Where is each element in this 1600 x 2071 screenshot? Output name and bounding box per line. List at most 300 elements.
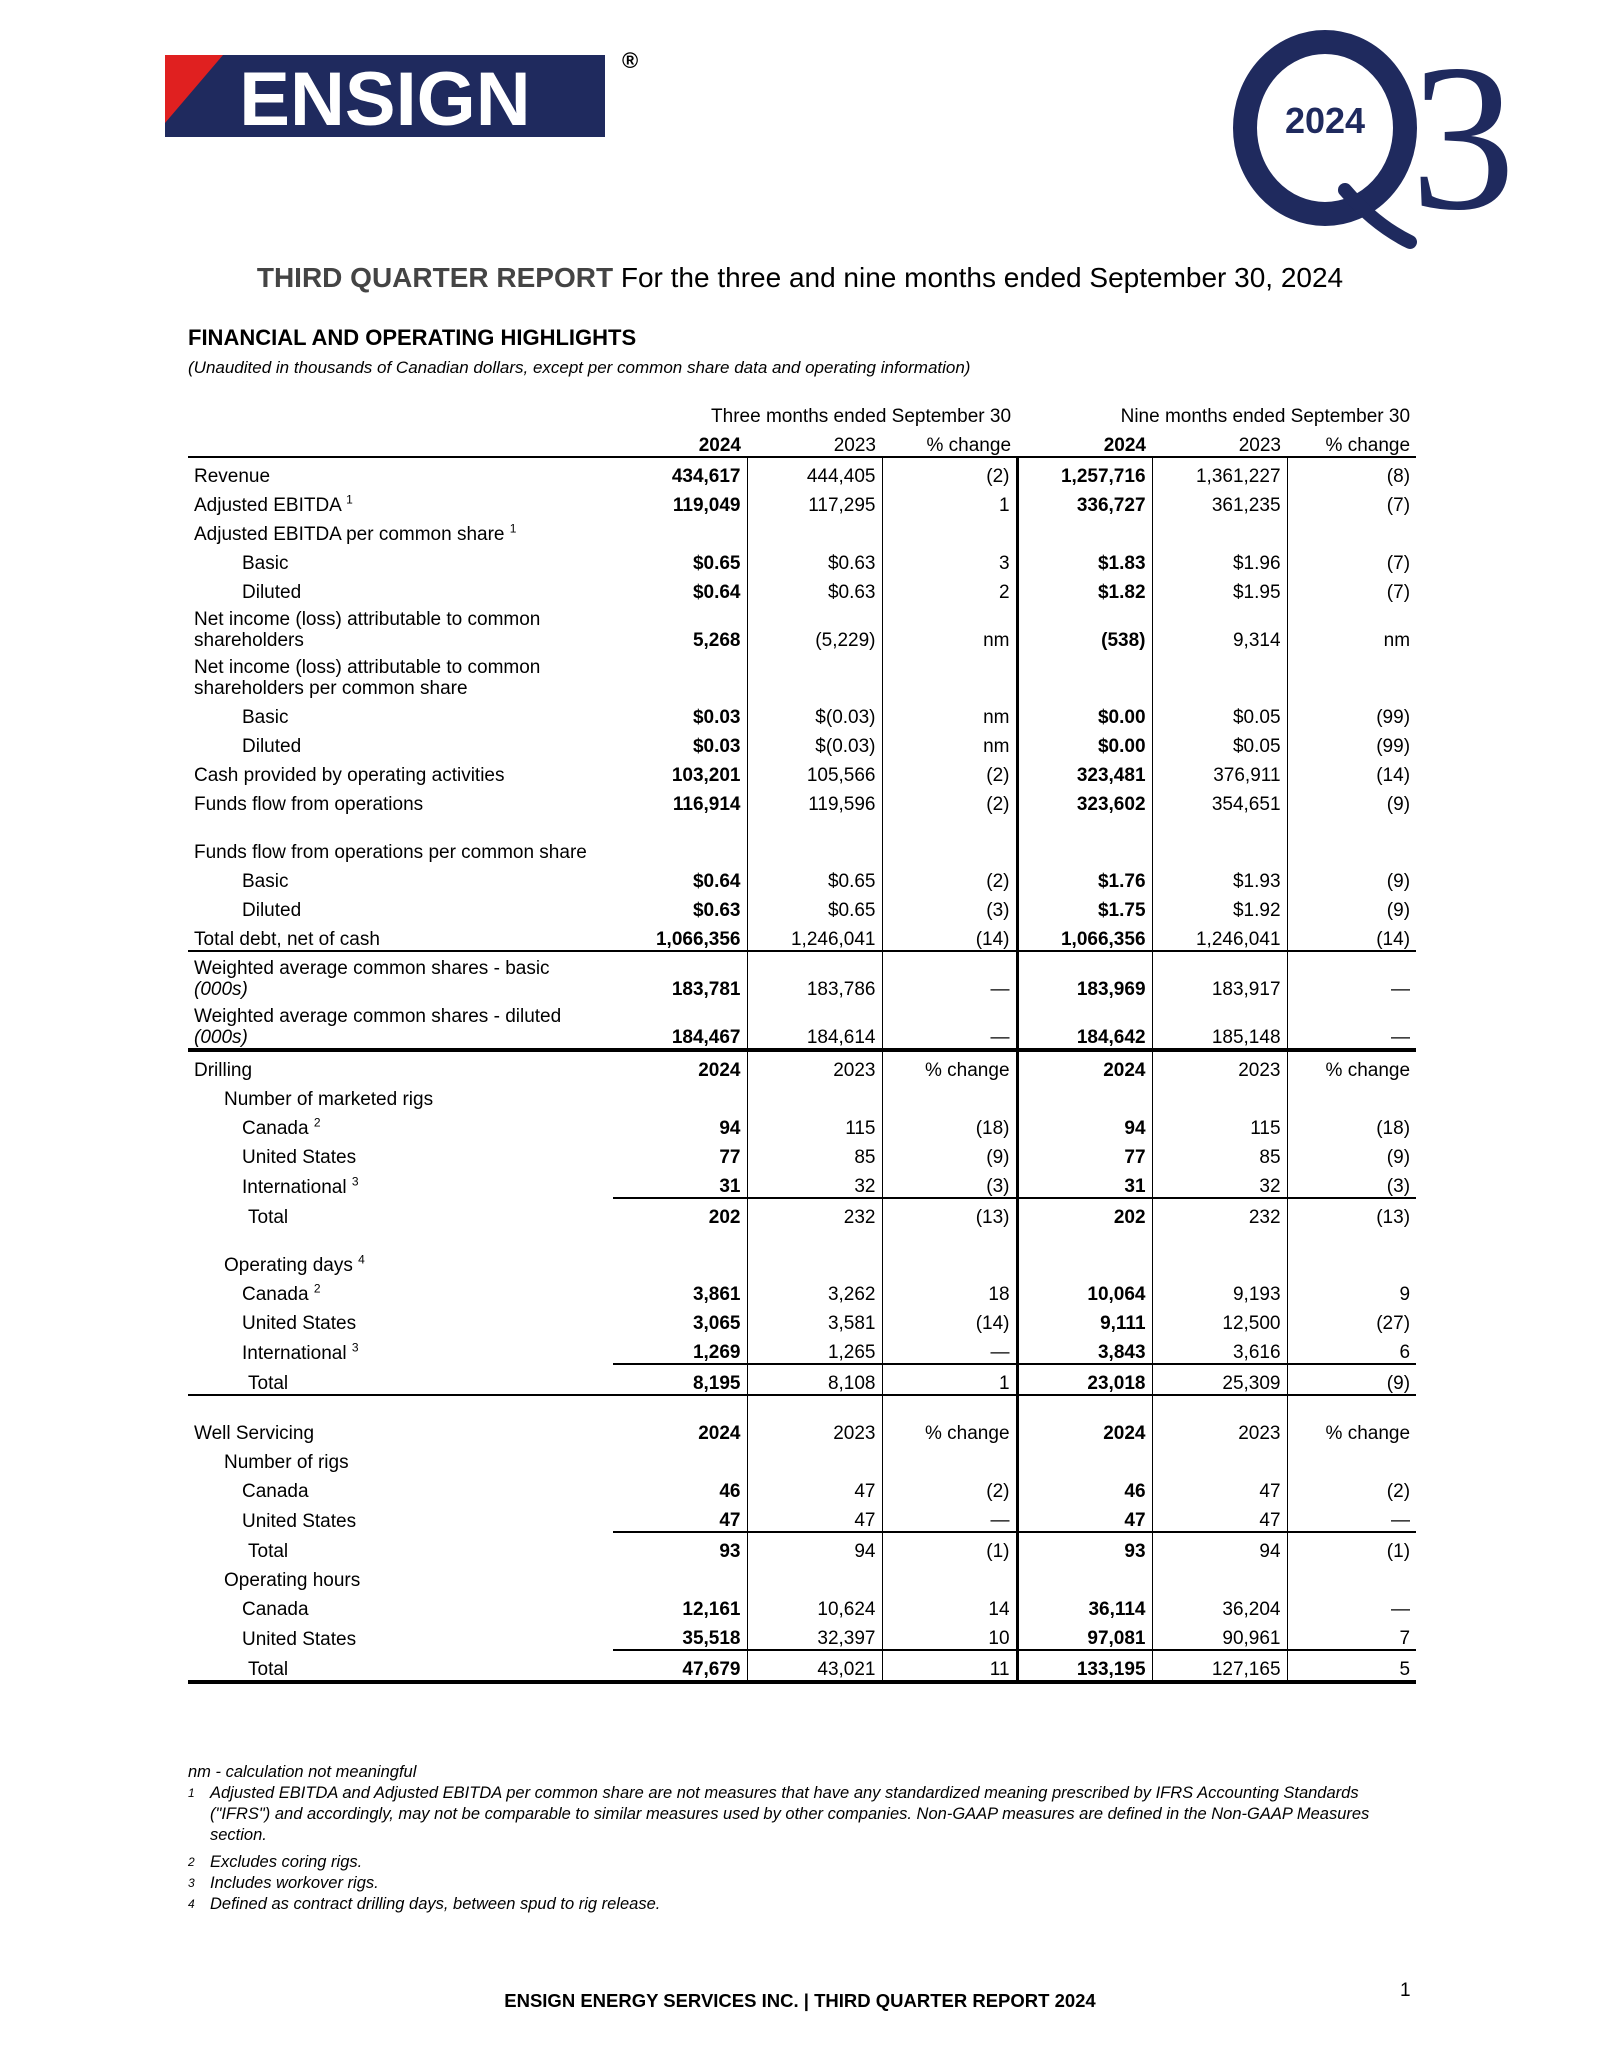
table-cell: $0.65 bbox=[747, 892, 882, 921]
table-cell: $1.92 bbox=[1152, 892, 1287, 921]
table-cell: 12,500 bbox=[1152, 1305, 1287, 1334]
table-row bbox=[188, 1050, 1416, 1081]
table-row bbox=[188, 1444, 1416, 1473]
table-cell: 354,651 bbox=[1152, 786, 1287, 815]
row-label: Revenue bbox=[188, 457, 613, 487]
table-cell: — bbox=[882, 1334, 1017, 1364]
group-header-three-months: Three months ended September 30 bbox=[711, 406, 1012, 427]
row-label: Total bbox=[248, 1207, 289, 1228]
footnote-4: 4 Defined as contract drilling days, between spud to rig release. bbox=[188, 1895, 661, 1913]
table-cell: 47 bbox=[1152, 1502, 1287, 1532]
table-row bbox=[188, 1650, 1416, 1682]
table-cell: 47 bbox=[747, 1473, 882, 1502]
table-row bbox=[188, 1591, 1416, 1620]
table-cell: 8,195 bbox=[613, 1364, 747, 1395]
table-cell: 3,616 bbox=[1152, 1334, 1287, 1364]
table-cell: 133,195 bbox=[1017, 1650, 1152, 1682]
table-cell bbox=[747, 1562, 882, 1591]
row-label: Total debt, net of cash bbox=[194, 929, 380, 950]
table-cell bbox=[1287, 1444, 1416, 1473]
section-title: FINANCIAL AND OPERATING HIGHLIGHTS bbox=[188, 325, 637, 350]
table-cell bbox=[1152, 1444, 1287, 1473]
row-label: United States bbox=[242, 1629, 357, 1650]
table-cell: 184,467 bbox=[613, 1000, 747, 1050]
row-label: United States bbox=[242, 1313, 357, 1334]
table-row bbox=[188, 574, 1416, 603]
table-row bbox=[188, 1000, 1416, 1050]
table-cell bbox=[882, 651, 1017, 699]
section-subtitle: (Unaudited in thousands of Canadian dollars, except per common share data and operating information) bbox=[188, 358, 971, 377]
table-cell: % change bbox=[1325, 435, 1411, 456]
table-cell: $0.63 bbox=[747, 574, 882, 603]
table-cell: 36,114 bbox=[1017, 1591, 1152, 1620]
row-label: Diluted bbox=[242, 900, 302, 921]
table-cell: 116,914 bbox=[613, 786, 747, 815]
table-cell bbox=[882, 1228, 1017, 1276]
table-cell: 1,246,041 bbox=[747, 921, 882, 951]
table-cell: (27) bbox=[1376, 1313, 1411, 1334]
table-cell: 1,066,356 bbox=[613, 921, 747, 951]
table-cell bbox=[1152, 1081, 1287, 1110]
table-cell: 1,066,356 bbox=[1017, 921, 1152, 951]
table-cell: (9) bbox=[1386, 1147, 1411, 1168]
table-cell: 31 bbox=[1017, 1168, 1152, 1198]
table-cell: $0.00 bbox=[1017, 699, 1152, 728]
table-cell bbox=[882, 1562, 1017, 1591]
table-row bbox=[188, 699, 1416, 728]
table-cell: — bbox=[882, 1502, 1017, 1532]
table-row bbox=[188, 398, 1416, 427]
table-row bbox=[188, 1334, 1416, 1364]
table-cell: 434,617 bbox=[613, 457, 747, 487]
table-cell: 336,727 bbox=[1017, 487, 1152, 516]
row-label: Adjusted EBITDA $^1$ bbox=[194, 492, 353, 516]
table-row bbox=[188, 951, 1416, 1000]
table-cell: $0.05 bbox=[1152, 728, 1287, 757]
table-row bbox=[188, 1473, 1416, 1502]
table-cell: 2024 bbox=[698, 435, 741, 456]
table-cell: (2) bbox=[882, 457, 1017, 487]
table-cell bbox=[1017, 1228, 1152, 1276]
table-cell: 25,309 bbox=[1152, 1364, 1287, 1395]
table-cell: 85 bbox=[1152, 1139, 1287, 1168]
table-cell: 376,911 bbox=[1152, 757, 1287, 786]
table-row bbox=[188, 728, 1416, 757]
table-cell: nm bbox=[882, 699, 1017, 728]
table-row bbox=[188, 1110, 1416, 1139]
table-cell: $0.63 bbox=[613, 892, 747, 921]
table-cell: 77 bbox=[1017, 1139, 1152, 1168]
table-cell bbox=[613, 516, 747, 545]
row-label: Diluted bbox=[242, 582, 302, 603]
table-cell: — bbox=[882, 1000, 1017, 1050]
table-row bbox=[188, 921, 1416, 951]
table-row bbox=[188, 1228, 1416, 1276]
table-cell: 1,257,716 bbox=[1017, 457, 1152, 487]
row-label: Number of rigs bbox=[224, 1452, 349, 1473]
table-cell: $0.03 bbox=[613, 699, 747, 728]
table-cell: (2) bbox=[882, 786, 1017, 815]
table-cell: 184,614 bbox=[747, 1000, 882, 1050]
row-label: Canada bbox=[242, 1481, 309, 1502]
table-cell: 3,843 bbox=[1017, 1334, 1152, 1364]
table-cell: 8,108 bbox=[747, 1364, 882, 1395]
table-cell: $1.82 bbox=[1017, 574, 1152, 603]
table-cell: 1,246,041 bbox=[1152, 921, 1287, 951]
footnote-nm: nm - calculation not meaningful bbox=[188, 1763, 417, 1781]
footnote-1: 1 Adjusted EBITDA and Adjusted EBITDA per common share are not measures that have any standardized meaning prescribed by IFRS Accounting Standards ("IFRS") and accordingly, may not be comparable to similar measures used by other companies. Non-GAAP measures are defined in the Non-GAAP Measures section. bbox=[188, 1784, 1370, 1844]
table-cell: (2) bbox=[1386, 1481, 1411, 1502]
table-cell: (14) bbox=[882, 1305, 1017, 1334]
table-cell: 117,295 bbox=[747, 487, 882, 516]
table-cell: 10,624 bbox=[747, 1591, 882, 1620]
ensign-logo bbox=[165, 55, 605, 137]
table-cell bbox=[1017, 516, 1152, 545]
table-cell bbox=[1287, 1562, 1416, 1591]
footnote-3: 3 Includes workover rigs. bbox=[188, 1874, 379, 1892]
table-cell: $1.76 bbox=[1017, 863, 1152, 892]
table-cell: 85 bbox=[747, 1139, 882, 1168]
table-cell: nm bbox=[1383, 630, 1411, 651]
table-cell: 127,165 bbox=[1152, 1650, 1287, 1682]
table-cell: (7) bbox=[1386, 495, 1411, 516]
row-label: Basic bbox=[242, 553, 289, 574]
table-cell bbox=[747, 1444, 882, 1473]
row-label: Funds flow from operations bbox=[194, 794, 424, 815]
table-cell: nm bbox=[882, 728, 1017, 757]
table-cell: 93 bbox=[613, 1532, 747, 1562]
table-cell: 2024 bbox=[1103, 435, 1147, 456]
table-row bbox=[188, 1364, 1416, 1395]
table-cell: 183,781 bbox=[613, 951, 747, 1000]
table-cell: 2024 bbox=[613, 1395, 747, 1444]
table-cell: — bbox=[882, 951, 1017, 1000]
table-cell: nm bbox=[882, 603, 1017, 651]
table-cell bbox=[1287, 516, 1416, 545]
table-cell: 7 bbox=[1399, 1628, 1411, 1649]
report-heading: THIRD QUARTER REPORT For the three and nine months ended September 30, 2024 bbox=[256, 262, 1344, 293]
table-cell bbox=[1287, 1228, 1416, 1276]
table-cell: 9 bbox=[1399, 1284, 1411, 1305]
table-cell bbox=[613, 1444, 747, 1473]
row-label: Basic bbox=[242, 707, 289, 728]
table-row bbox=[188, 1305, 1416, 1334]
table-cell bbox=[747, 815, 882, 863]
table-cell: 3 bbox=[882, 545, 1017, 574]
table-cell: (7) bbox=[1386, 582, 1411, 603]
table-row bbox=[188, 863, 1416, 892]
table-row bbox=[188, 545, 1416, 574]
table-cell: 31 bbox=[613, 1168, 747, 1198]
table-cell: (3) bbox=[882, 892, 1017, 921]
table-cell: 77 bbox=[613, 1139, 747, 1168]
table-cell: 10 bbox=[882, 1620, 1017, 1650]
table-cell bbox=[613, 1228, 747, 1276]
table-cell bbox=[747, 516, 882, 545]
table-row bbox=[188, 1620, 1416, 1650]
table-cell: 9,314 bbox=[1152, 603, 1287, 651]
row-label: Cash provided by operating activities bbox=[194, 765, 505, 786]
row-label: Canada bbox=[242, 1599, 309, 1620]
table-cell: 3,581 bbox=[747, 1305, 882, 1334]
table-row bbox=[188, 651, 1416, 699]
table-cell: 232 bbox=[1152, 1198, 1287, 1228]
table-cell: 47,679 bbox=[613, 1650, 747, 1682]
table-cell: 97,081 bbox=[1017, 1620, 1152, 1650]
table-cell: (13) bbox=[882, 1198, 1017, 1228]
table-cell: 2023 bbox=[747, 1050, 882, 1081]
table-cell bbox=[1152, 815, 1287, 863]
table-row bbox=[188, 1168, 1416, 1198]
group-header-nine-months: Nine months ended September 30 bbox=[1120, 406, 1411, 427]
table-cell: — bbox=[1391, 1599, 1411, 1620]
table-cell bbox=[882, 516, 1017, 545]
row-label: Total bbox=[248, 1541, 289, 1562]
table-cell: — bbox=[1391, 1510, 1411, 1531]
table-cell: (3) bbox=[1386, 1176, 1411, 1197]
table-cell: 5,268 bbox=[613, 603, 747, 651]
table-cell: % change bbox=[1287, 1395, 1416, 1444]
footnote-2: 2 Excludes coring rigs. bbox=[188, 1853, 363, 1871]
table-row bbox=[188, 516, 1416, 545]
table-cell: 444,405 bbox=[747, 457, 882, 487]
table-cell bbox=[882, 1081, 1017, 1110]
table-cell: 3,262 bbox=[747, 1276, 882, 1305]
table-cell: (538) bbox=[1017, 603, 1152, 651]
svg-text:3: 3 bbox=[1410, 22, 1516, 250]
table-cell: 103,201 bbox=[613, 757, 747, 786]
table-cell: $0.00 bbox=[1017, 728, 1152, 757]
table-row bbox=[188, 786, 1416, 815]
table-cell: 47 bbox=[1152, 1473, 1287, 1502]
table-row bbox=[188, 757, 1416, 786]
table-cell: $0.64 bbox=[613, 863, 747, 892]
table-cell: 115 bbox=[1152, 1110, 1287, 1139]
table-cell: $(0.03) bbox=[747, 728, 882, 757]
row-label: Canada $^2$ bbox=[242, 1281, 321, 1305]
table-cell: (9) bbox=[1386, 871, 1411, 892]
table-cell: $0.64 bbox=[613, 574, 747, 603]
row-label: United States bbox=[242, 1511, 357, 1532]
table-cell: 12,161 bbox=[613, 1591, 747, 1620]
row-label: Operating days $^4$ bbox=[224, 1252, 365, 1276]
table-cell: $1.93 bbox=[1152, 863, 1287, 892]
table-cell: 9,193 bbox=[1152, 1276, 1287, 1305]
table-row bbox=[188, 427, 1416, 457]
table-cell: (1) bbox=[1287, 1532, 1416, 1562]
table-cell: (2) bbox=[882, 863, 1017, 892]
table-cell bbox=[1287, 651, 1416, 699]
row-label: International $^3$ bbox=[242, 1340, 359, 1364]
table-cell: 9,111 bbox=[1017, 1305, 1152, 1334]
table-cell: 47 bbox=[747, 1502, 882, 1532]
row-label: Canada $^2$ bbox=[242, 1115, 321, 1139]
table-cell: 94 bbox=[613, 1110, 747, 1139]
table-cell: 2023 bbox=[1152, 1395, 1287, 1444]
table-cell: $0.03 bbox=[613, 728, 747, 757]
table-cell: (18) bbox=[1376, 1118, 1411, 1139]
table-cell: 43,021 bbox=[747, 1650, 882, 1682]
table-cell: $1.96 bbox=[1152, 545, 1287, 574]
table-cell: (9) bbox=[882, 1139, 1017, 1168]
table-cell: 202 bbox=[1017, 1198, 1152, 1228]
table-cell: 2023 bbox=[833, 435, 876, 456]
table-cell: 46 bbox=[1017, 1473, 1152, 1502]
table-cell bbox=[882, 1444, 1017, 1473]
table-row bbox=[188, 1081, 1416, 1110]
table-cell: 32,397 bbox=[747, 1620, 882, 1650]
table-cell: 3,861 bbox=[613, 1276, 747, 1305]
table-cell: 36,204 bbox=[1152, 1591, 1287, 1620]
table-cell bbox=[188, 398, 613, 427]
row-label: International $^3$ bbox=[242, 1174, 359, 1198]
svg-text:ENSIGN: ENSIGN bbox=[239, 57, 531, 137]
table-cell: (99) bbox=[1376, 736, 1411, 757]
table-cell: % change bbox=[1287, 1050, 1416, 1081]
page-footer: ENSIGN ENERGY SERVICES INC. | THIRD QUARTER REPORT 2024 bbox=[504, 1990, 1096, 2011]
table-cell bbox=[747, 1081, 882, 1110]
table-cell: (9) bbox=[1287, 1364, 1416, 1395]
table-cell: 10,064 bbox=[1017, 1276, 1152, 1305]
table-cell: $1.83 bbox=[1017, 545, 1152, 574]
table-row bbox=[188, 1532, 1416, 1562]
table-cell: $0.65 bbox=[613, 545, 747, 574]
section-header: Drilling bbox=[188, 1050, 613, 1081]
table-row bbox=[188, 815, 1416, 863]
table-cell: (2) bbox=[882, 757, 1017, 786]
table-row bbox=[188, 1139, 1416, 1168]
table-cell: 361,235 bbox=[1152, 487, 1287, 516]
table-cell bbox=[613, 1081, 747, 1110]
table-cell: 5 bbox=[1287, 1650, 1416, 1682]
footnotes bbox=[188, 1762, 1416, 1915]
table-cell: 11 bbox=[882, 1650, 1017, 1682]
table-cell: (14) bbox=[1376, 765, 1411, 786]
table-cell: 119,049 bbox=[613, 487, 747, 516]
table-cell: (2) bbox=[882, 1473, 1017, 1502]
table-cell: 2023 bbox=[1152, 1050, 1287, 1081]
table-row bbox=[188, 1562, 1416, 1591]
row-label: United States bbox=[242, 1147, 357, 1168]
registered-mark: ® bbox=[622, 48, 639, 73]
table-cell: $0.65 bbox=[747, 863, 882, 892]
table-cell: $0.63 bbox=[747, 545, 882, 574]
table-row bbox=[188, 487, 1416, 516]
table-cell: 2023 bbox=[747, 1395, 882, 1444]
table-cell: 23,018 bbox=[1017, 1364, 1152, 1395]
svg-text:2024: 2024 bbox=[1284, 100, 1366, 141]
table-cell: 32 bbox=[747, 1168, 882, 1198]
table-cell: — bbox=[1287, 951, 1416, 1000]
table-cell: 184,642 bbox=[1017, 1000, 1152, 1050]
table-cell bbox=[1152, 516, 1287, 545]
table-cell bbox=[1017, 815, 1152, 863]
table-cell bbox=[1017, 1081, 1152, 1110]
table-row bbox=[188, 892, 1416, 921]
highlights-table bbox=[188, 398, 1416, 1684]
table-cell: 2023 bbox=[1238, 435, 1282, 456]
table-cell: % change bbox=[882, 1395, 1017, 1444]
table-cell: % change bbox=[882, 1050, 1017, 1081]
table-cell: 2024 bbox=[613, 1050, 747, 1081]
table-cell: $0.05 bbox=[1152, 699, 1287, 728]
table-cell: (9) bbox=[1386, 794, 1411, 815]
table-cell: 323,481 bbox=[1017, 757, 1152, 786]
table-cell: $1.95 bbox=[1152, 574, 1287, 603]
table-row bbox=[188, 1276, 1416, 1305]
table-cell bbox=[1152, 1228, 1287, 1276]
row-label: Number of marketed rigs bbox=[224, 1089, 434, 1110]
table-cell: 35,518 bbox=[613, 1620, 747, 1650]
table-cell: 6 bbox=[1399, 1342, 1411, 1363]
table-cell: (5,229) bbox=[747, 603, 882, 651]
table-cell: 105,566 bbox=[747, 757, 882, 786]
table-row bbox=[188, 457, 1416, 487]
row-label: Diluted bbox=[242, 736, 302, 757]
table-cell: (14) bbox=[1376, 929, 1411, 950]
table-cell bbox=[1017, 651, 1152, 699]
table-cell bbox=[1152, 651, 1287, 699]
table-cell: 202 bbox=[613, 1198, 747, 1228]
table-cell: 115 bbox=[747, 1110, 882, 1139]
table-cell: 94 bbox=[747, 1532, 882, 1562]
table-cell: 2024 bbox=[1017, 1050, 1152, 1081]
table-cell: 90,961 bbox=[1152, 1620, 1287, 1650]
table-cell: 47 bbox=[613, 1502, 747, 1532]
table-cell: (9) bbox=[1386, 900, 1411, 921]
table-cell: (7) bbox=[1386, 553, 1411, 574]
table-cell bbox=[1017, 1444, 1152, 1473]
table-cell: 185,148 bbox=[1152, 1000, 1287, 1050]
table-cell: (14) bbox=[882, 921, 1017, 951]
table-cell: (18) bbox=[882, 1110, 1017, 1139]
row-label: Adjusted EBITDA per common share $^1$ bbox=[194, 521, 517, 545]
row-label: Operating hours bbox=[224, 1570, 361, 1591]
table-cell: 2 bbox=[882, 574, 1017, 603]
table-row bbox=[188, 1502, 1416, 1532]
table-cell bbox=[747, 1228, 882, 1276]
table-cell: (3) bbox=[882, 1168, 1017, 1198]
table-cell: (13) bbox=[1287, 1198, 1416, 1228]
table-cell: 94 bbox=[1017, 1110, 1152, 1139]
table-cell: $(0.03) bbox=[747, 699, 882, 728]
row-label: Basic bbox=[242, 871, 289, 892]
table-cell bbox=[613, 1562, 747, 1591]
table-cell: 32 bbox=[1152, 1168, 1287, 1198]
table-cell: % change bbox=[926, 435, 1012, 456]
table-cell: (99) bbox=[1376, 707, 1411, 728]
table-cell bbox=[613, 651, 747, 699]
table-cell: $1.75 bbox=[1017, 892, 1152, 921]
table-cell bbox=[1287, 1081, 1416, 1110]
table-cell: (1) bbox=[882, 1532, 1017, 1562]
table-cell: 47 bbox=[1017, 1502, 1152, 1532]
table-cell bbox=[613, 815, 747, 863]
row-label: Funds flow from operations per common share bbox=[194, 842, 587, 863]
table-cell: — bbox=[1391, 1027, 1411, 1048]
table-cell bbox=[188, 427, 613, 457]
table-cell bbox=[747, 651, 882, 699]
table-cell: (8) bbox=[1287, 457, 1416, 487]
row-label: Net income (loss) attributable to common shareholders bbox=[194, 609, 541, 651]
table-cell bbox=[1017, 1562, 1152, 1591]
table-cell: 93 bbox=[1017, 1532, 1152, 1562]
table-cell: 183,917 bbox=[1152, 951, 1287, 1000]
table-cell: 1,269 bbox=[613, 1334, 747, 1364]
table-cell: 2024 bbox=[1017, 1395, 1152, 1444]
page-number: 1 bbox=[1400, 1980, 1411, 2001]
table-row bbox=[188, 1395, 1416, 1444]
